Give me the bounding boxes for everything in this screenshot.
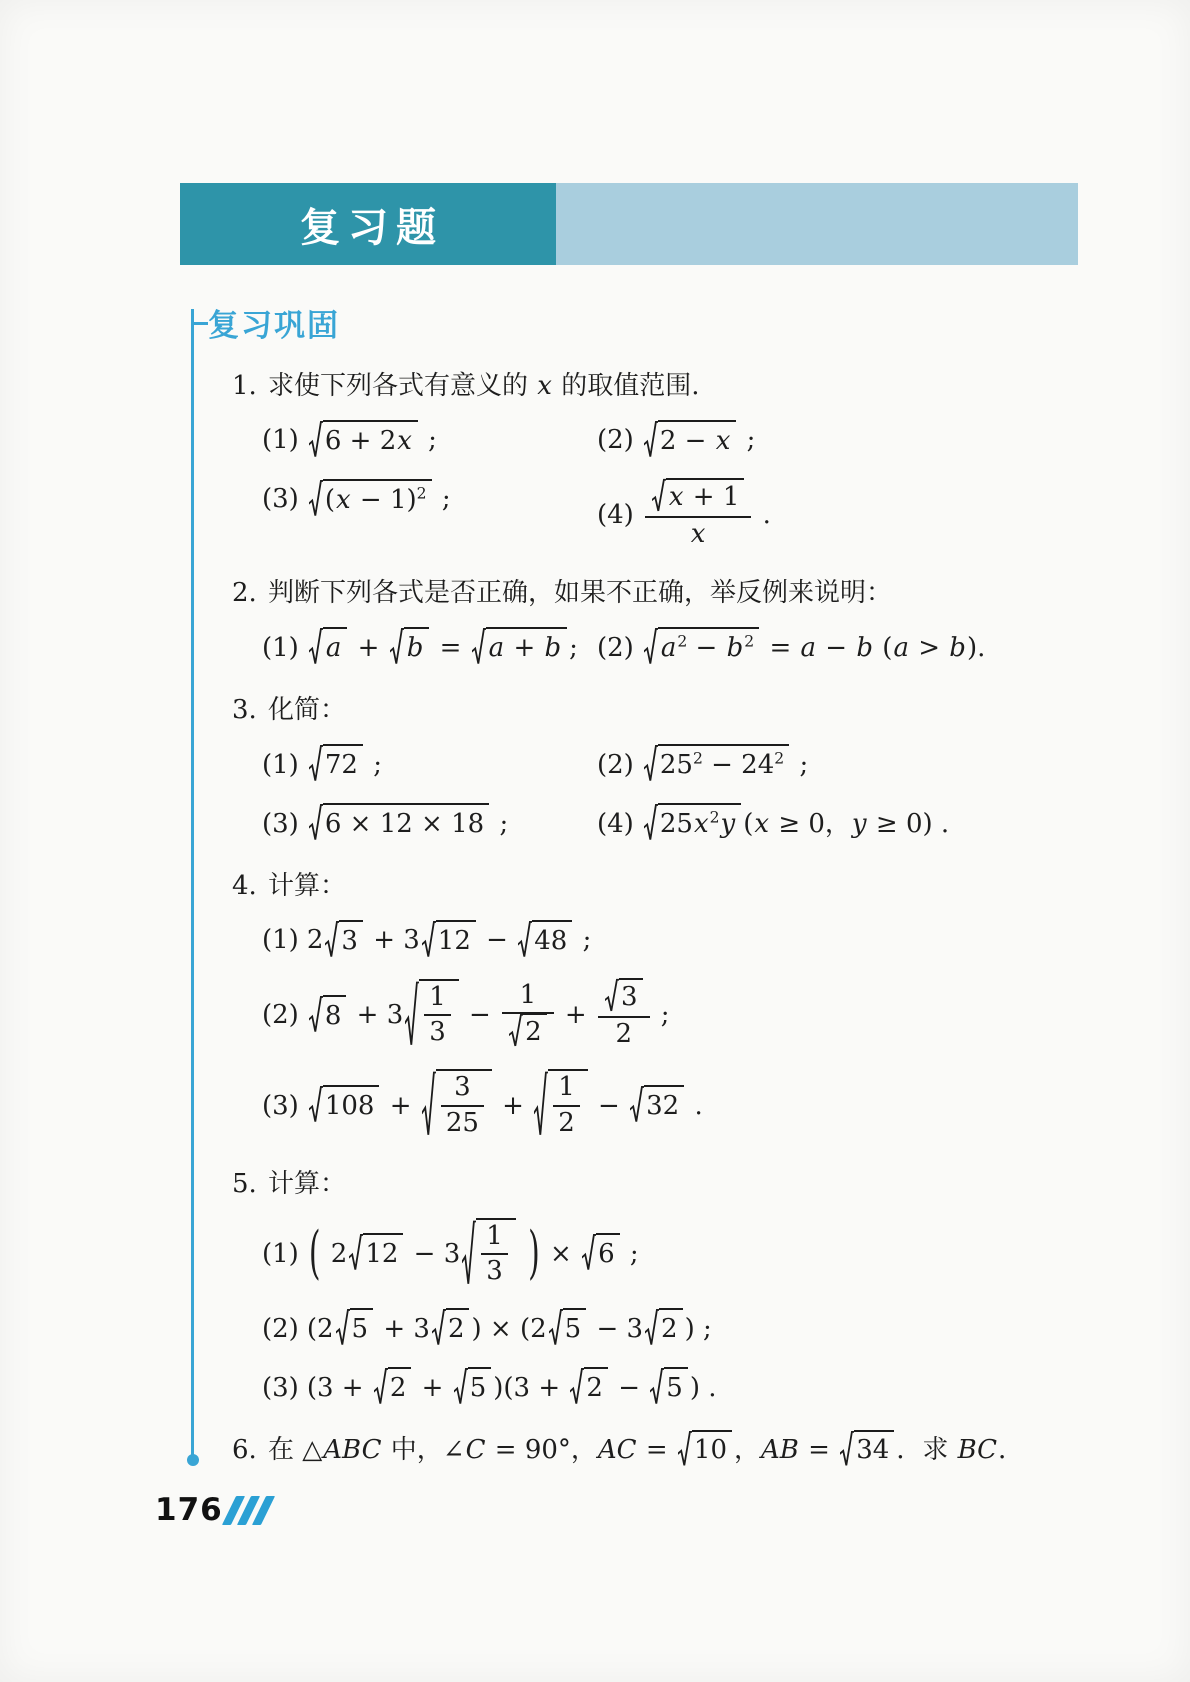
fraction-denominator: 3 [486,1255,503,1286]
part-label: (2) [597,632,634,663]
radical-sign-icon [549,1308,563,1347]
problem [232,692,1062,844]
radicand [419,979,459,1049]
radical-sign-icon [644,803,658,842]
sqrt-radical [336,1308,374,1347]
math-expression: 72 ; [307,750,382,780]
radicand [476,1218,516,1288]
radicand: 72 [323,744,363,783]
radicand: 2 [659,1308,683,1347]
sqrt-radical [325,920,363,959]
problem-number: 6. [232,1435,257,1466]
sqrt-radical [309,803,489,842]
radicand: 2 [388,1367,412,1406]
radicand: 10 [692,1430,732,1468]
problem [232,575,1062,668]
problem-stem [232,575,1062,611]
math-expression: 6 × 12 × 18 ; [307,809,508,839]
problem-stem-text: 计算： [268,871,347,902]
math-variable: x [715,425,731,456]
radical-sign-icon [309,1085,323,1124]
radicand [323,627,348,666]
problem-stem-text: 求使下列各式有意义的 x 的取值范围. [268,371,700,401]
banner-decoration [556,183,1078,265]
math-variable: y [720,809,736,840]
radical-sign-icon [645,1308,659,1347]
problem-part-row [262,746,1062,785]
radical-sign-icon [454,1367,468,1406]
radicand: 5 [350,1308,374,1347]
fraction-numerator [645,480,752,518]
problem-number: 3. [232,695,257,726]
math-expression: 2 − x ; [642,425,756,455]
math-expression: $\frac{x + 1}{x}$ . [642,500,771,530]
fraction-numerator: 3 [441,1072,484,1106]
math-superscript: 2 [692,749,703,768]
sqrt-radical [454,1367,492,1406]
problem-stem-text: 计算： [268,1168,347,1199]
big-paren: ) [528,1220,540,1287]
problem-part-row [262,1310,1062,1349]
sqrt-radical [644,627,759,666]
fraction [598,980,650,1050]
radicand: 3 [619,978,643,1013]
problem-stem-text: 化简： [268,695,347,726]
radical-sign-icon [422,1069,436,1139]
sqrt-radical [840,1430,894,1468]
part-label: (1) [262,1238,299,1269]
math-expression: 108 + $\frac{3}{25}$ + $\frac{1}{2}$ − 32 . [307,1091,703,1121]
part-label: (2) [262,1000,299,1031]
problem-part [262,746,597,785]
fraction-numerator: 1 [481,1221,508,1255]
sqrt-radical [422,920,476,959]
radicand: x + 1 [666,478,745,513]
radical-sign-icon [390,627,404,666]
math-expression: (3 + 2 + 5 )(3 + 2 − 5 ) . [307,1373,717,1403]
sqrt-radical [518,920,572,959]
radical-sign-icon [309,627,323,666]
problem-stem [232,692,1062,728]
radical-sign-icon [325,920,339,959]
math-variable: b [406,633,424,664]
math-variable: x [754,808,770,839]
section-rail-dot [187,1454,199,1466]
problem-stem-text: 判断下列各式是否正确，如果不正确，举反例来说明： [268,578,893,609]
radicand: $a^2 - b^2$ [658,627,759,666]
sqrt-radical [374,1367,412,1406]
radical-sign-icon [652,478,666,513]
math-variable: x [397,425,412,456]
math-expression: 6 + 2x ; [307,425,437,455]
part-label: (2) [262,1313,299,1344]
problem-part [597,805,1062,844]
math-variable: b [949,632,966,663]
radical-sign-icon [509,1013,523,1048]
problem-part-row [262,1071,1062,1141]
math-variable: a [800,632,817,663]
sqrt-radical [309,1085,380,1124]
page-title: 复习题 [300,204,444,251]
radical-sign-icon [422,920,436,959]
sqrt-radical [549,1308,587,1347]
math-expression: ( 2 12 − 3 $\frac{1}{3}$ ) × 6 ; [307,1239,639,1269]
fraction-denominator: 3 [429,1017,446,1048]
problem-stem [232,1432,1062,1470]
part-label: (2) [597,749,634,780]
problem-part [597,629,1062,668]
sqrt-radical [472,627,568,666]
math-expression: $(x - 1)^2$ ; [307,484,451,514]
radicand: 2 [584,1367,608,1406]
problem-part [597,481,1062,551]
problem-part-row [262,981,1062,1051]
sqrt-radical [605,978,643,1013]
radicand: 34 [854,1430,894,1468]
radicand: 3 [339,920,363,959]
math-variable: x [690,519,706,550]
part-label: (1) [262,749,299,780]
problem-part [262,981,1062,1051]
radical-sign-icon [374,1367,388,1406]
radicand: 12 [363,1233,403,1272]
banner-title-block [180,183,556,265]
math-expression: (2 5 + 3 2 ) × (2 5 − 3 2 ) ; [307,1314,712,1344]
problem-part-row [262,922,1062,961]
fraction [441,1072,484,1138]
radical-sign-icon [336,1308,350,1347]
problem-number: 4. [232,871,257,902]
problem-part-row [262,481,1062,551]
problem-part [262,1369,1062,1408]
math-expression: 2 3 + 3 12 − 48 ; [307,925,592,955]
math-variable: b [856,632,874,663]
math-expression: $25x^2y$ (x ≥ 0，y ≥ 0) . [642,809,949,839]
fraction-numerator: 1 [553,1072,580,1106]
problem-list [232,344,1062,1488]
fraction-numerator [598,980,650,1018]
math-superscript: 2 [744,632,755,651]
sqrt-radical [644,744,789,783]
radicand [404,627,430,666]
fraction-denominator [645,518,752,550]
problem-part [262,481,597,520]
fraction-numerator: 1 [502,980,554,1014]
fraction-numerator: 1 [424,982,451,1016]
math-variable: x [668,481,684,512]
math-variable: AB [761,1435,799,1466]
radicand: 5 [563,1308,587,1347]
problem-stem [232,868,1062,904]
sqrt-radical [405,979,459,1049]
sqrt-radical [309,627,348,666]
radical-sign-icon [462,1218,476,1288]
math-variable: BC [957,1435,998,1466]
math-variable: a [893,632,909,663]
math-variable: y [851,808,867,839]
radicand [436,1069,492,1139]
sqrt-radical [582,1233,620,1272]
radicand: 108 [323,1085,380,1124]
footer-slashes-icon [229,1496,268,1525]
math-variable: b [544,633,562,664]
radical-sign-icon [630,1085,644,1124]
part-label: (4) [597,808,634,839]
page-footer [155,1492,268,1528]
math-variable: AC [597,1435,637,1466]
radical-sign-icon [582,1233,596,1272]
problem-part-row [262,422,1062,461]
math-superscript: 2 [709,808,720,827]
sqrt-radical [390,627,430,666]
radical-sign-icon [644,627,658,666]
problem-part-row [262,629,1062,668]
part-label: (3) [262,808,299,839]
math-expression: $25^2 - 24^2$ ; [642,750,808,780]
problem-part [597,422,1062,461]
sqrt-radical [309,420,418,459]
sqrt-radical [644,420,737,459]
fraction [553,1072,580,1138]
radical-sign-icon [472,627,486,666]
problem-stem-text: 在 △ABC 中，∠C = 90°，AC = 10 ，AB = 34 ．求 BC． [268,1435,1024,1465]
sqrt-radical [432,1308,470,1347]
radicand: 6 + 2x [323,420,418,459]
problem-number: 1. [232,371,257,401]
problem [232,1432,1062,1470]
fraction-denominator: 2 [615,1019,633,1050]
problem-stem [232,368,1062,404]
section-rail-dash [191,322,208,325]
problem-part [262,422,597,461]
radicand: 2 − x [658,420,737,459]
part-label: (3) [262,1090,299,1121]
sqrt-radical [652,478,745,513]
sqrt-radical [309,995,347,1034]
radical-sign-icon [309,479,323,518]
fraction-denominator: 2 [558,1107,575,1138]
problem-part [262,1071,1062,1141]
sqrt-radical [645,1308,683,1347]
radical-sign-icon [432,1308,446,1347]
fraction [645,480,752,550]
math-superscript: 2 [677,632,688,651]
math-variable: b [726,633,744,664]
problem-number: 5. [232,1168,257,1199]
part-label: (4) [597,500,634,531]
problem-part [262,1310,1062,1349]
sqrt-radical [534,1069,588,1139]
radicand: 12 [436,920,476,959]
problem-part [262,922,1062,961]
math-variable: ABC [323,1435,382,1466]
radicand: $25^2 - 24^2$ [658,744,789,783]
math-expression: $a^2 - b^2$ = a − b (a > b). [642,633,986,663]
page-number: 176 [155,1492,223,1528]
problem [232,368,1062,551]
radicand: 32 [644,1085,684,1124]
math-variable: x [537,371,552,401]
radical-sign-icon [678,1430,692,1468]
part-label: (1) [262,925,299,956]
radicand: 8 [323,995,347,1034]
section-rail [191,309,194,1461]
part-label: (1) [262,632,299,663]
math-variable: x [693,809,709,840]
problem-part [262,629,597,668]
fraction-denominator: 25 [445,1107,479,1138]
radical-sign-icon [570,1367,584,1406]
math-variable: x [336,484,351,515]
part-label: (3) [262,484,299,515]
sqrt-radical [630,1085,684,1124]
radicand: 5 [664,1367,688,1406]
radical-sign-icon [534,1069,548,1139]
radicand: 48 [532,920,572,959]
radical-sign-icon [309,995,323,1034]
radical-sign-icon [644,744,658,783]
part-label: (1) [262,425,299,456]
math-expression: a + b = a + b ; [307,633,578,663]
part-label: (2) [597,425,634,456]
sqrt-radical [509,1013,547,1048]
radicand: $25x^2y$ [658,803,741,842]
radicand [548,1069,588,1139]
math-variable: a [660,633,677,664]
radical-sign-icon [309,803,323,842]
radicand: 2 [523,1013,547,1048]
sqrt-radical [650,1367,688,1406]
sqrt-radical [678,1430,732,1468]
big-paren: ( [308,1220,321,1287]
radical-sign-icon [605,978,619,1013]
radical-sign-icon [644,420,658,459]
radical-sign-icon [840,1430,854,1468]
problem [232,1166,1062,1408]
radicand: 6 [596,1233,620,1272]
problem-stem [232,1166,1062,1202]
radical-sign-icon [518,920,532,959]
section-title: 复习巩固 [208,308,340,344]
sqrt-radical [462,1218,516,1288]
math-variable: C [465,1435,486,1466]
fraction [481,1221,508,1287]
fraction [424,982,451,1048]
radical-sign-icon [405,979,419,1049]
radicand: 6 × 12 × 18 [323,803,489,842]
sqrt-radical [422,1069,492,1139]
radical-sign-icon [349,1233,363,1272]
fraction-denominator [502,1014,554,1050]
problem [232,868,1062,1142]
fraction [502,980,554,1050]
problem-part-row [262,1369,1062,1408]
radical-sign-icon [309,420,323,459]
problem-part-row [262,805,1062,844]
math-variable: a [488,633,505,664]
math-superscript: 2 [416,484,427,503]
sqrt-radical [309,744,363,783]
math-variable: a [325,633,342,664]
sqrt-radical [349,1233,403,1272]
radical-sign-icon [309,744,323,783]
radicand: a + b [486,627,568,666]
math-superscript: 2 [774,749,785,768]
radicand: $(x - 1)^2$ [323,479,432,518]
problem-number: 2. [232,578,257,609]
problem-part-row [262,1220,1062,1290]
problem-part [262,1220,1062,1290]
sqrt-radical [570,1367,608,1406]
problem-part [597,746,1062,785]
math-expression: 8 + 3 $\frac{1}{3}$ − $\frac{1}{2}$ + $\frac{3}{2}$ ; [307,1000,670,1030]
sqrt-radical [644,803,741,842]
radicand: 5 [468,1367,492,1406]
sqrt-radical [309,479,432,518]
chapter-banner [180,183,1078,265]
problem-part [262,805,597,844]
part-label: (3) [262,1372,299,1403]
radical-sign-icon [650,1367,664,1406]
radicand: 2 [446,1308,470,1347]
